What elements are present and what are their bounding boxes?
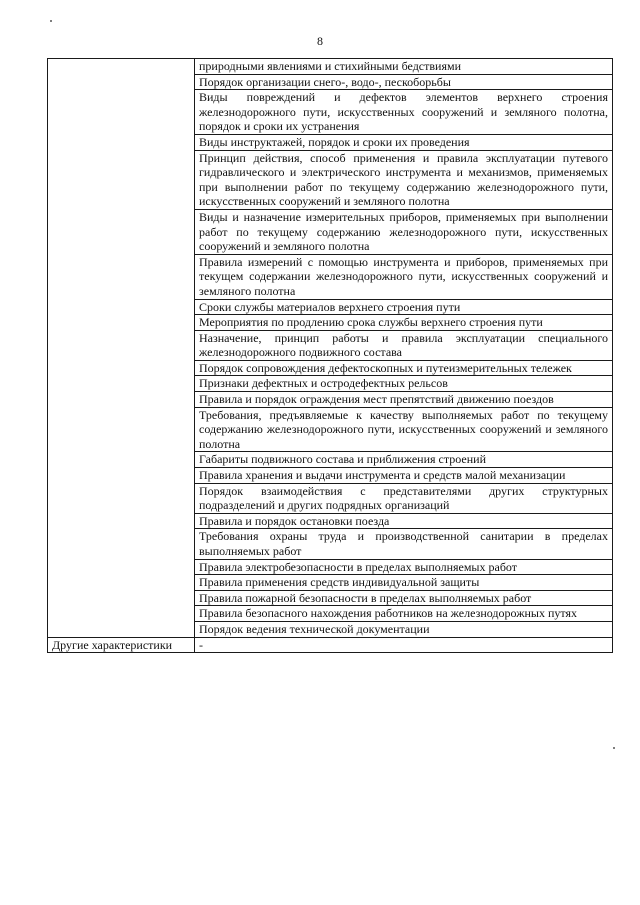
knowledge-item: Порядок ведения технической документации <box>195 621 613 637</box>
knowledge-item: Принцип действия, способ применения и правила эксплуатации путевого гидравлического и электрического инструмента и механизмов, применяемых при выполнении работ по текущему содержанию железнодорожного пути, искусственных сооружений и земляного полотна <box>195 150 613 209</box>
page-number: 8 <box>317 34 323 48</box>
knowledge-item: Сроки службы материалов верхнего строения пути <box>195 299 613 315</box>
knowledge-item: Порядок организации снего-, водо-, пескоборьбы <box>195 74 613 90</box>
knowledge-item: Назначение, принцип работы и правила эксплуатации специального железнодорожного подвижного состава <box>195 330 613 360</box>
scan-speck <box>50 20 52 22</box>
table-row <box>48 637 613 653</box>
knowledge-item: Правила пожарной безопасности в пределах выполняемых работ <box>195 590 613 606</box>
knowledge-item: Правила хранения и выдачи инструмента и средств малой механизации <box>195 468 613 484</box>
table-body <box>48 59 613 653</box>
table-row <box>48 59 613 75</box>
knowledge-item: Правила безопасного нахождения работников на железнодорожных путях <box>195 606 613 622</box>
knowledge-item: Порядок взаимодействия с представителями других структурных подразделений и других подрядных организаций <box>195 483 613 513</box>
knowledge-item: Порядок сопровождения дефектоскопных и путеизмерительных тележек <box>195 360 613 376</box>
knowledge-item: - <box>195 637 613 653</box>
scan-speck <box>613 747 615 749</box>
knowledge-item: Правила и порядок ограждения мест препятствий движению поездов <box>195 392 613 408</box>
knowledge-item: Правила электробезопасности в пределах выполняемых работ <box>195 559 613 575</box>
knowledge-item: Правила применения средств индивидуальной защиты <box>195 575 613 591</box>
knowledge-item: Габариты подвижного состава и приближения строений <box>195 452 613 468</box>
knowledge-item: Правила измерений с помощью инструмента и приборов, применяемых при текущем содержании железнодорожного пути, искусственных сооружений и земляного полотна <box>195 254 613 299</box>
knowledge-item: Виды и назначение измерительных приборов, применяемых при выполнении работ по текущему содержанию железнодорожного пути, искусственных сооружений и земляного полотна <box>195 209 613 254</box>
knowledge-item: Правила и порядок остановки поезда <box>195 513 613 529</box>
knowledge-table <box>47 58 613 653</box>
knowledge-item: Мероприятия по продлению срока службы верхнего строения пути <box>195 315 613 331</box>
knowledge-item: Виды инструктажей, порядок и сроки их проведения <box>195 134 613 150</box>
characteristic-label <box>48 59 195 638</box>
knowledge-item: Требования охраны труда и производственной санитарии в пределах выполняемых работ <box>195 529 613 559</box>
knowledge-item: природными явлениями и стихийными бедствиями <box>195 59 613 75</box>
knowledge-item: Требования, предъявляемые к качеству выполняемых работ по текущему содержанию железнодорожного пути, искусственных сооружений и земляного полотна <box>195 407 613 452</box>
characteristic-label: Другие характеристики <box>48 637 195 653</box>
knowledge-item: Виды повреждений и дефектов элементов верхнего строения железнодорожного пути, искусственных сооружений и земляного полотна, порядок и сроки их устранения <box>195 90 613 135</box>
knowledge-item: Признаки дефектных и остродефектных рельсов <box>195 376 613 392</box>
